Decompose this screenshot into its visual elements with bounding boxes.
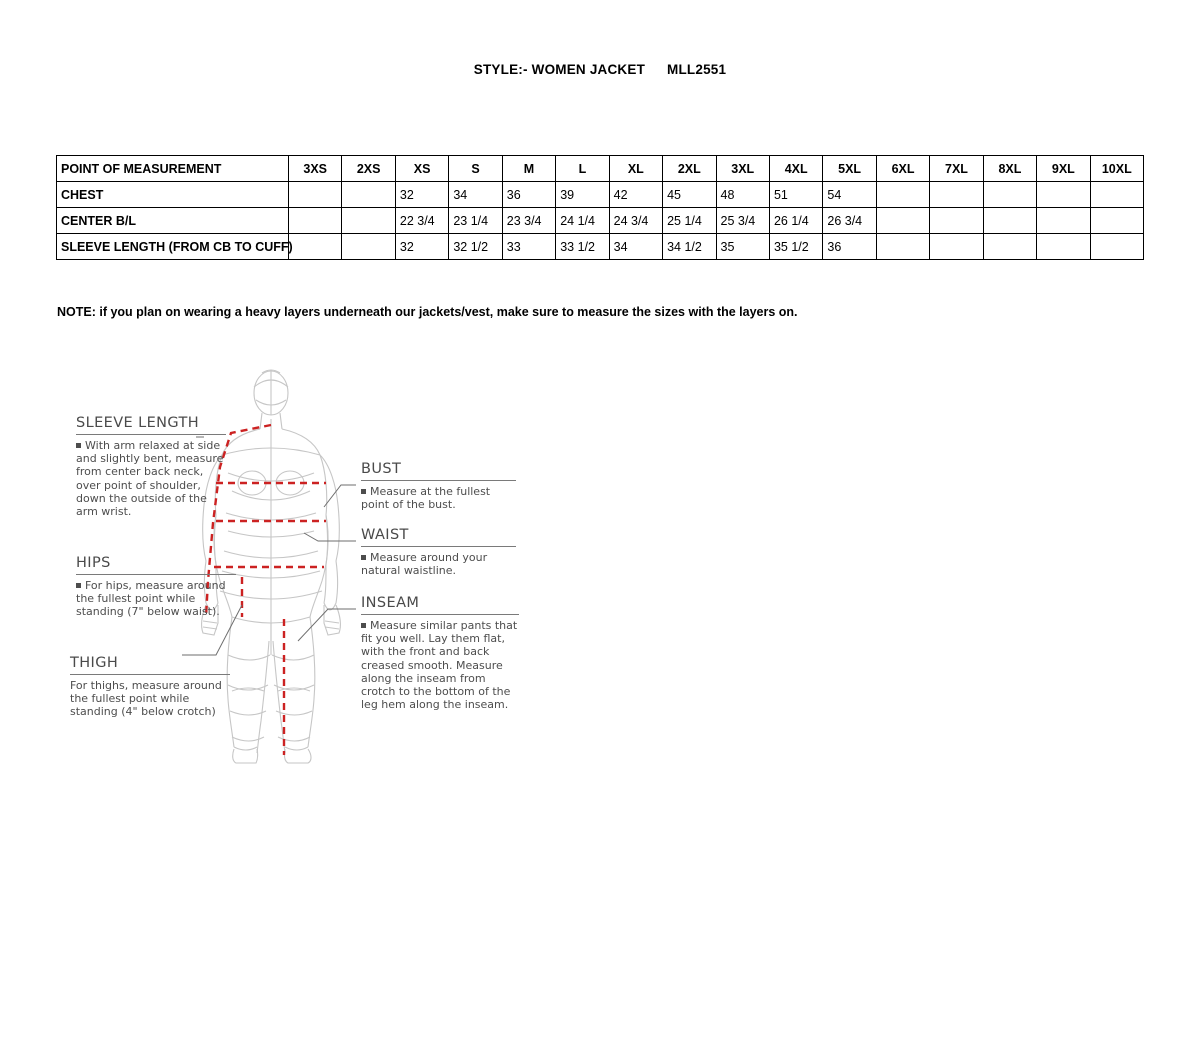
column-header-3xl: 3XL (716, 156, 769, 182)
cell-chest-l: 39 (556, 182, 609, 208)
callout-thigh (70, 655, 230, 719)
callout-bust (361, 461, 516, 511)
note-text: NOTE: if you plan on wearing a heavy layers underneath our jackets/vest, make sure to measure the sizes with the layers on. (57, 305, 798, 319)
table-row (57, 182, 1144, 208)
callout-title-sleeve-length: SLEEVE LENGTH (76, 415, 200, 431)
callout-sleeve-length (76, 415, 226, 518)
cell-chest-4xl: 51 (769, 182, 822, 208)
cell-sleeve-2xs (342, 234, 395, 260)
callout-text-waist: Measure around your natural waistline. (361, 551, 488, 578)
callout-body-hips (76, 579, 236, 619)
cell-sleeve-3xl: 35 (716, 234, 769, 260)
column-header-3xs: 3XS (289, 156, 342, 182)
column-header-4xl: 4XL (769, 156, 822, 182)
cell-centerbl-8xl (983, 208, 1036, 234)
column-header-10xl: 10XL (1090, 156, 1143, 182)
bullet-icon (361, 555, 366, 560)
style-code: MLL2551 (667, 62, 727, 77)
bullet-icon (76, 443, 81, 448)
callout-waist (361, 527, 516, 577)
column-header-point-of-measurement: POINT OF MEASUREMENT (57, 156, 289, 182)
row-label-sleeve-length: SLEEVE LENGTH (FROM CB TO CUFF) (57, 234, 289, 260)
callout-hips (76, 555, 236, 619)
callout-text-hips: For hips, measure around the fullest point while standing (7" below waist). (76, 579, 226, 619)
cell-chest-3xl: 48 (716, 182, 769, 208)
cell-centerbl-l: 24 1/4 (556, 208, 609, 234)
cell-sleeve-4xl: 35 1/2 (769, 234, 822, 260)
cell-centerbl-4xl: 26 1/4 (769, 208, 822, 234)
callout-body-bust (361, 485, 516, 511)
cell-sleeve-xl: 34 (609, 234, 662, 260)
cell-centerbl-5xl: 26 3/4 (823, 208, 876, 234)
cell-centerbl-m: 23 3/4 (502, 208, 555, 234)
measurement-diagram (56, 355, 596, 795)
leader-inseam (298, 609, 356, 641)
column-header-5xl: 5XL (823, 156, 876, 182)
cell-centerbl-xl: 24 3/4 (609, 208, 662, 234)
table-row (57, 208, 1144, 234)
column-header-2xl: 2XL (663, 156, 716, 182)
column-header-8xl: 8XL (983, 156, 1036, 182)
callout-text-sleeve-length: With arm relaxed at side and slightly bent, measure from center back neck, over point of shoulder, down the outside of the arm wrist. (76, 439, 224, 519)
callout-inseam (361, 595, 519, 711)
cell-sleeve-8xl (983, 234, 1036, 260)
cell-chest-3xs (289, 182, 342, 208)
callout-title-waist: WAIST (361, 527, 409, 543)
column-header-6xl: 6XL (876, 156, 929, 182)
leader-bust (324, 485, 356, 507)
bullet-icon (361, 489, 366, 494)
cell-chest-m: 36 (502, 182, 555, 208)
callout-title-bust: BUST (361, 461, 402, 477)
column-header-xs: XS (395, 156, 448, 182)
cell-chest-10xl (1090, 182, 1143, 208)
row-label-chest: CHEST (57, 182, 289, 208)
leader-waist (304, 533, 356, 541)
cell-chest-9xl (1037, 182, 1090, 208)
cell-centerbl-s: 23 1/4 (449, 208, 502, 234)
callout-body-thigh: For thighs, measure around the fullest point while standing (4" below crotch) (70, 679, 222, 719)
cell-centerbl-6xl (876, 208, 929, 234)
column-header-m: M (502, 156, 555, 182)
cell-sleeve-2xl: 34 1/2 (663, 234, 716, 260)
column-header-7xl: 7XL (930, 156, 983, 182)
cell-centerbl-3xs (289, 208, 342, 234)
cell-chest-7xl (930, 182, 983, 208)
column-header-l: L (556, 156, 609, 182)
callout-title-hips: HIPS (76, 555, 111, 571)
column-header-xl: XL (609, 156, 662, 182)
callout-divider-bust (361, 480, 516, 481)
cell-sleeve-10xl (1090, 234, 1143, 260)
cell-sleeve-9xl (1037, 234, 1090, 260)
column-header-9xl: 9XL (1037, 156, 1090, 182)
callout-title-thigh: THIGH (70, 655, 119, 671)
callout-text-bust: Measure at the fullest point of the bust. (361, 485, 491, 512)
callout-title-inseam: INSEAM (361, 595, 420, 611)
callout-divider-thigh (70, 674, 230, 675)
cell-centerbl-xs: 22 3/4 (395, 208, 448, 234)
style-label: STYLE:- WOMEN JACKET (473, 62, 646, 77)
callout-body-inseam (361, 619, 519, 711)
callout-divider-inseam (361, 614, 519, 615)
cell-centerbl-2xl: 25 1/4 (663, 208, 716, 234)
size-chart-table (56, 155, 1144, 260)
size-chart-table-container (56, 155, 1144, 260)
cell-chest-s: 34 (449, 182, 502, 208)
callout-body-sleeve-length (76, 439, 226, 518)
cell-centerbl-10xl (1090, 208, 1143, 234)
cell-chest-xs: 32 (395, 182, 448, 208)
row-label-center-bl: CENTER B/L (57, 208, 289, 234)
cell-chest-8xl (983, 182, 1036, 208)
callout-divider-hips (76, 574, 236, 575)
callout-divider-waist (361, 546, 516, 547)
table-row (57, 234, 1144, 260)
cell-centerbl-3xl: 25 3/4 (716, 208, 769, 234)
cell-sleeve-l: 33 1/2 (556, 234, 609, 260)
column-header-s: S (449, 156, 502, 182)
callout-text-inseam: Measure similar pants that fit you well. Lay them flat, with the front and back creased smooth. Measure along the inseam from crotch to the bottom of the leg hem along the inseam. (361, 619, 518, 712)
cell-chest-2xl: 45 (663, 182, 716, 208)
cell-chest-2xs (342, 182, 395, 208)
cell-sleeve-3xs (289, 234, 342, 260)
cell-centerbl-9xl (1037, 208, 1090, 234)
callout-body-waist (361, 551, 516, 577)
cell-centerbl-2xs (342, 208, 395, 234)
bullet-icon (76, 583, 81, 588)
bullet-icon (361, 623, 366, 628)
cell-sleeve-6xl (876, 234, 929, 260)
cell-sleeve-m: 33 (502, 234, 555, 260)
column-header-2xs: 2XS (342, 156, 395, 182)
cell-sleeve-5xl: 36 (823, 234, 876, 260)
table-header-row (57, 156, 1144, 182)
cell-centerbl-7xl (930, 208, 983, 234)
callout-divider-sleeve (76, 434, 226, 435)
cell-chest-6xl (876, 182, 929, 208)
cell-chest-xl: 42 (609, 182, 662, 208)
cell-sleeve-xs: 32 (395, 234, 448, 260)
cell-sleeve-s: 32 1/2 (449, 234, 502, 260)
cell-chest-5xl: 54 (823, 182, 876, 208)
page-title (0, 62, 1200, 77)
cell-sleeve-7xl (930, 234, 983, 260)
